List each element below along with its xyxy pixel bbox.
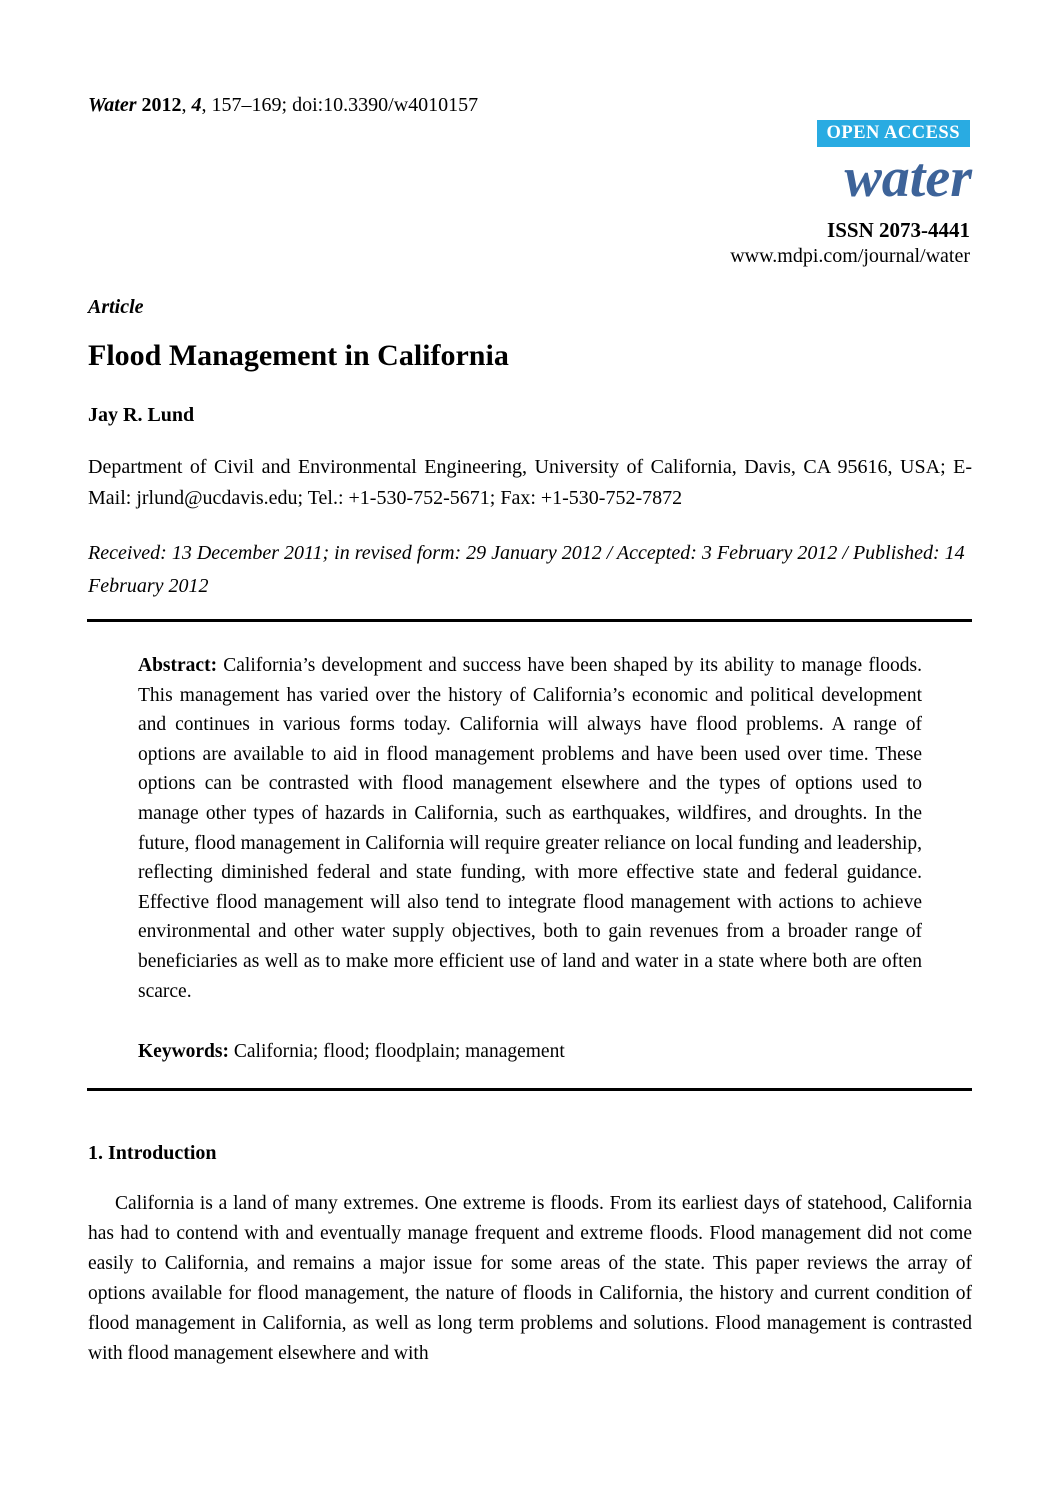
journal-website-link[interactable]: www.mdpi.com/journal/water (730, 245, 970, 267)
keywords-line (138, 1037, 922, 1067)
author-affiliation: Department of Civil and Environmental Engineering, University of California, Davis, CA 95616, USA; E-Mail: jrlund@ucdavis.edu; Tel.: +1-530-752-5671; Fax: +1-530-752-7872 (88, 456, 972, 509)
open-access-badge: OPEN ACCESS (817, 120, 971, 147)
article-title: Flood Management in California (88, 339, 509, 372)
journal-logo: water (844, 147, 972, 209)
article-type-label: Article (88, 296, 144, 318)
author-name: Jay R. Lund (88, 404, 195, 426)
abstract-paragraph (138, 651, 922, 1006)
divider-bottom (87, 1088, 972, 1091)
introduction-paragraph: California is a land of many extremes. One extreme is floods. From its earliest days of statehood, California has had to contend with and eventually manage frequent and extreme floods. Flood management did not come easily to California, and remains a major issue for some areas of the state. This paper reviews the array of options available for flood management, the nature of floods in California, the history and current condition of flood management in California, as well as long term problems and solutions. Flood management is contrasted with flood management elsewhere and with (88, 1193, 972, 1364)
article-dates: Received: 13 December 2011; in revised form: 29 January 2012 / Accepted: 3 February 2012 / Published: 14 February 2012 (88, 542, 965, 597)
issn-line: ISSN 2073-4441 (827, 218, 970, 242)
abstract-label: Abstract: (138, 655, 218, 676)
divider-top (87, 619, 972, 622)
section-heading-introduction: 1. Introduction (88, 1142, 217, 1164)
citation-separator: , (181, 94, 192, 116)
keywords-label: Keywords: (138, 1041, 229, 1062)
abstract-text: California’s development and success have been shaped by its ability to manage floods. This management has varied over the history of California’s economic and political development and continues in various forms today. California will always have flood problems. A range of options are available to aid in flood management problems and have been used over time. These options can be contrasted with flood management elsewhere and the types of options used to manage other types of hazards in California, such as earthquakes, wildfires, and droughts. In the future, flood management in California will require greater reliance on local funding and leadership, reflecting diminished federal and state funding, with more effective state and federal guidance. Effective flood management will also tend to integrate flood management with actions to achieve environmental and other water supply objectives, both to gain revenues from a broader range of beneficiaries as well as to make more efficient use of land and water in a state where both are often scarce. (138, 655, 922, 1002)
journal-citation (88, 93, 478, 117)
journal-name: Water (88, 94, 137, 116)
keywords-text: California; flood; floodplain; management (229, 1041, 565, 1062)
citation-year: 2012 (136, 94, 182, 116)
citation-volume: 4 (191, 94, 202, 116)
citation-pages-doi: , 157–169; doi:10.3390/w4010157 (201, 94, 479, 116)
